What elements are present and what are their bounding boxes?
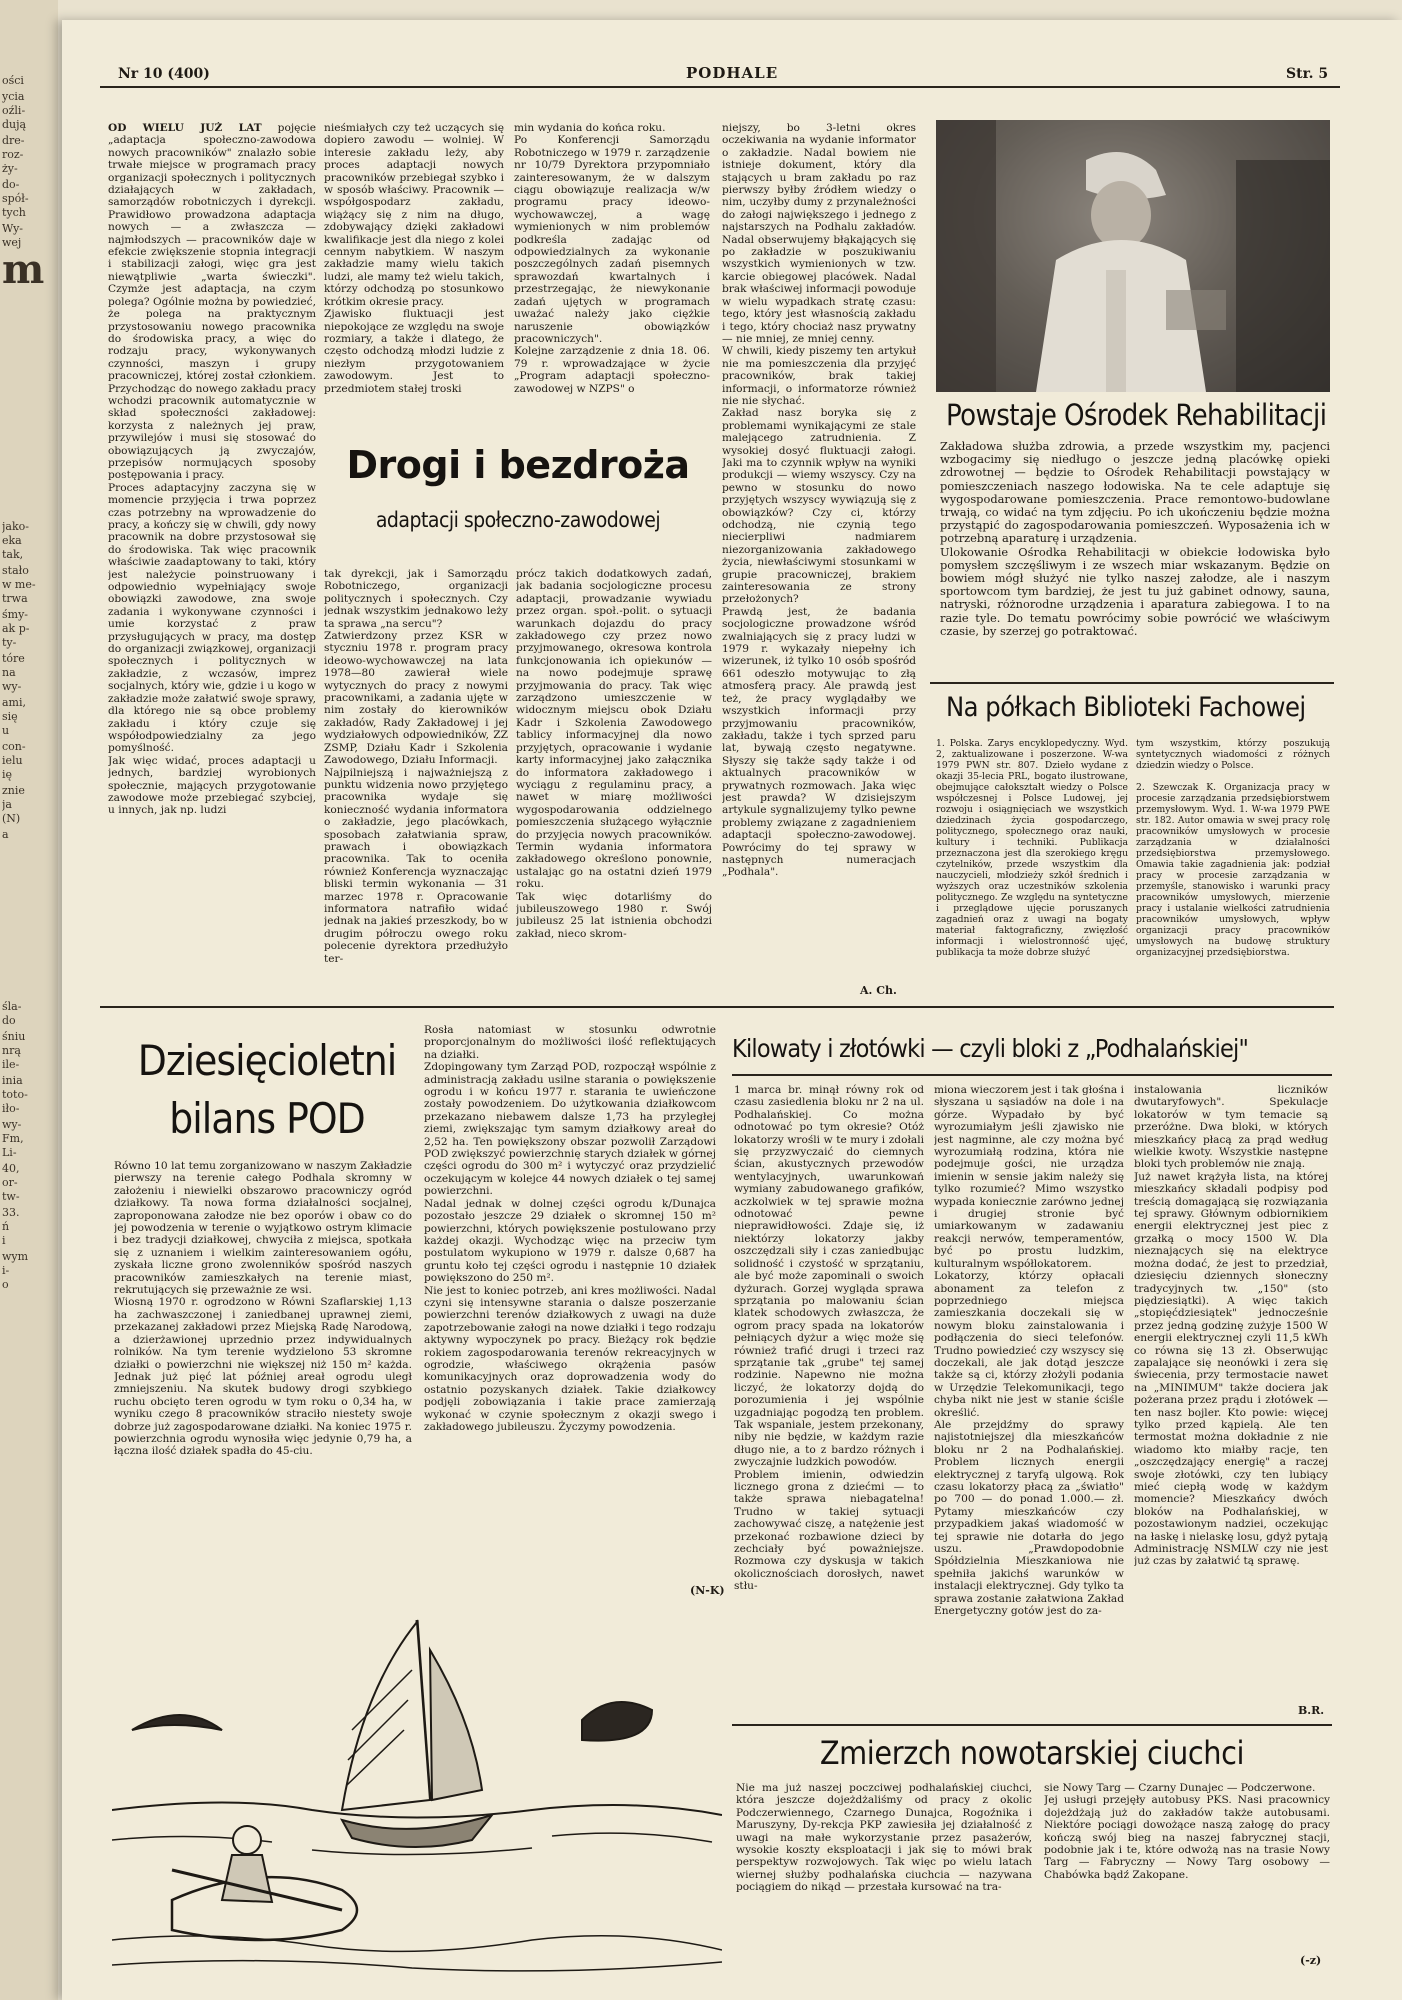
adjacent-page-fragment: w me- <box>2 578 36 591</box>
adjacent-page-fragment: dują <box>2 118 27 131</box>
pod-headline-line-2: bilans POD <box>169 1094 365 1143</box>
adjacent-page-fragment: 33. <box>2 1206 20 1219</box>
adjacent-page-fragment: śniu <box>2 1030 26 1043</box>
adjacent-page-fragment: roz- <box>2 148 24 161</box>
adjacent-page-fragment: wy- <box>2 680 22 693</box>
sailing-illustration <box>112 1610 722 1976</box>
adjacent-page-fragment: (N) <box>2 812 21 825</box>
kilowaty-headline: Kilowaty i złotówki — czyli bloki z „Podhalańskiej" <box>732 1034 1248 1063</box>
adjacent-page-fragment: m <box>2 250 45 290</box>
adjacent-page-fragment: trwa <box>2 592 28 605</box>
adjacent-page-fragment: spół- <box>2 192 29 205</box>
adjacent-page-fragment: znie <box>2 784 25 797</box>
adjacent-page-fragment: śmy- <box>2 608 29 621</box>
adjacent-page-fragment: wym <box>2 1250 29 1263</box>
newspaper-title: PODHALE <box>686 64 779 82</box>
biblioteka-headline: Na półkach Biblioteki Fachowej <box>946 692 1306 723</box>
adjacent-page-fragment: ielu <box>2 754 23 767</box>
ciuchci-rule <box>732 1724 1332 1726</box>
adjacent-page-fragment: ami, <box>2 696 27 709</box>
pod-signature: (N-K) <box>690 1584 725 1597</box>
drogi-signature: A. Ch. <box>860 984 897 997</box>
kilowaty-signature: B.R. <box>1298 1704 1325 1717</box>
drogi-lead: OD WIELU JUŻ LAT <box>108 122 262 134</box>
adjacent-page-fragment: śla- <box>2 1000 22 1013</box>
biblioteka-col-2: tym wszystkim, którzy poszukują syntetycznych wiadomości z różnych dziedzin wiedzy o Polsce. 2. Szewczak K. Organizacja pracy w procesie zarządzania przedsiębiorstwem przemysłowym. Wyd. 1. W-wa 1979 PWE str. 182. Autor omawia w swej pracy rolę pracowników umysłowych w procesie zarządzania w działalności przedsiębiorstwa przemysłowego. Omawia takie zagadnienia jak: podział pracy w procesie zarządzania w przemyśle, stanowisko i warunki pracy pracowników umysłowych, mierzenie pracy i ustalanie wielkości zatrudnienia pracowników umysłowych, wpływ organizacji pracy pracowników umysłowych na budowę struktury organizacyjnej przedsiębiorstwa. <box>1136 738 1330 958</box>
adjacent-page-fragment: a <box>2 828 9 841</box>
pod-headline-line-1: Dziesięcioletni <box>137 1036 397 1085</box>
adjacent-page-fragment: do <box>2 1014 16 1027</box>
adjacent-page-fragment: ak p- <box>2 622 30 635</box>
adjacent-page-fragment: się <box>2 710 18 723</box>
adjacent-page-fragment: nrą <box>2 1044 21 1057</box>
issue-number: Nr 10 (400) <box>118 66 210 82</box>
adjacent-page-fragment: inia <box>2 1074 23 1087</box>
ciuchci-headline: Zmierzch nowotarskiej ciuchci <box>819 1734 1245 1772</box>
kilowaty-col-2: miona wieczorem jest i tak głośna i słyszana u sąsiadów na dole i na górze. Wypadało by być wyrozumiałym jeśli zjawisko nie jest nagminne, ale czy można być wyrozumiałą rodzina, która nie podejmuje gości, nie urządza imienin w sensie jakim należy się tylko rozumieć? Mimo wszystko wypada koniecznie zarówno jednej i drugiej stronie być umiarkowanym w zadawaniu reakcji nerwów, temperamentów, być po prostu ludzkim, kulturalnym współlokatorem. Lokatorzy, którzy opłacali abonament za telefon z poprzedniego miejsca zamieszkania doczekali się w nowym bloku zainstalowania i podłączenia do sieci telefonów. Trudno powiedzieć czy wszyscy się doczekali, ale jak dotąd jeszcze także są ci, którzy złożyli podania w Urzędzie Telekomunikacji, tego chyba nikt nie jest w stanie ściśle określić. Ale przejdźmy do sprawy najistotniejszej dla mieszkańców bloku nr 2 na Podhalańskiej. Problem licznych energii elektrycznej z taryfą ulgową. Rok czasu lokatorzy płacą za „światło" po 700 — do ponad 1.000.— zł. Pytamy mieszkańców czy przypadkiem jakaś wiadomość w tej sprawie nie dotarła do jego uszu. „Prawdopodobnie Spółdzielnia Mieszkaniowa nie spełniła jakichś warunków w instalacji elektrycznej. Gdy tylko ta sprawa zostanie załatwiona Zakład Energetyczny gotów jest do za- <box>934 1084 1124 1618</box>
adjacent-page-fragment: eka <box>2 534 22 547</box>
adjacent-page-fragment: ycia <box>2 90 25 103</box>
adjacent-page-fragment: ości <box>2 74 24 87</box>
biblioteka-top-rule <box>930 682 1334 684</box>
adjacent-page-fragment: do- <box>2 178 20 191</box>
drogi-col-1-text: pojęcie „adaptacja społeczno-zawodowa nowych pracowników" znalazło sobie trwałe miejsce w programach pracy organizacji społecznych i politycznych działających w zakładach, samorządów robotniczych i dyrekcji. Prawidłowo prowadzona adaptacja nowych — a zwłaszcza — najmłodszych — pracowników daje w efekcie zwiększenie stopnia integracji i stabilizacji załogi, więc gra jest niewątpliwie „warta świeczki". Czymże jest adaptacja, na czym polega? Ogólnie można by powiedzieć, że polega na praktycznym przystosowaniu nowego pracownika do środowiska pracy, a więc do rodzaju pracy, wykonywanych czynności, maszyn i grupy pracowniczej, której został członkiem. Przychodząc do nowego zakładu pracy wchodzi pracownik automatycznie w skład społeczności zakładowej: korzysta z należnych jej praw, przywilejów i musi się stosować do obowiązujących ją zwyczajów, przepisów normujących sposoby postępowania i pracy. Proces adaptacyjny zaczyna się w momencie przyjęcia i trwa poprzez czas potrzebny na wprowadzenie do pracy, a kończy się w chwili, gdy nowy pracownik na dobre przystosował się do środowiska. Tak więc pracownik właściwie zaadaptowany to taki, który jest należycie poinstruowany i odpowiednio wypełniający swoje obowiązki zawodowe, zna swoje zadania i wykonywane czynności i umie korzystać z praw przysługujących w pracy, ma dostęp do organizacji związkowej, organizacji społecznych i politycznych w zakładzie, z wczasów, imprez socjalnych, który wie, gdzie i u kogo w zakładzie może załatwić swoje sprawy, dla którego nie są obce problemy zakładu i który czuje się współodpowiedzialny za jego pomyślność. Jak więc widać, proces adaptacji u jednych, bardziej wyrobionych społecznie, mających przygotowanie zawodowe może przebiegać szybciej, u innych, jak np. ludzi <box>108 122 316 817</box>
section-rule <box>100 1006 1334 1008</box>
pod-col-2: Rosła natomiast w stosunku odwrotnie proporcjonalnym do możliwości ilość reflektujących na działki. Zdopingowany tym Zarząd POD, rozpoczął wspólnie z administracją zakładu usilne starania o powiększenie ogrodu i w końcu 1977 r. starania te uwieńczone zostały powodzeniem. Do użytkowania działkowcom przekazano niebawem dalsze 1,73 ha przyległej ziemi, zwiększając tym samym działkowy areał do 2,52 ha. Ten powiększony obszar pozwolił Zarządowi POD zwiększyć powierzchnię starych działek w górnej części ogrodu do 300 m² i wytyczyć oraz przydzielić oczekującym w kolejce 44 nowych działek o tej samej powierzchni. Nadal jednak w dolnej części ogrodu k/Dunajca pozostało jeszcze 29 działek o skromnej 150 m² powierzchni, których powiększenie postulowano przy każdej okazji. Wychodząc więc na przeciw tym postulatom wykupiono w 1979 r. dalsze 0,687 ha gruntu koło tej części ogrodu i następnie 10 działek powiększono do 250 m². Nie jest to koniec potrzeb, ani kres możliwości. Nadal czyni się intensywne starania o dalsze poszerzanie powierzchni terenów działkowych z uwagi na duże zapotrzebowanie załogi na nowe działki i tego rodzaju aktywny wypoczynek po pracy. Bieżący rok będzie rokiem zagospodarowania terenów rekreacyjnych w ogrodzie, właściwego okrążenia pasów komunikacyjnych oraz doprowadzenia wody do ostatnio pozyskanych działek. Takie działkowcy podjęli zobowiązania i takie prace zamierzają wykonać w czynie społecznym z okazji swego i zakładowego jubileuszu. Życzymy powodzenia. <box>424 1024 716 1433</box>
adjacent-page-fragment: stało <box>2 564 29 577</box>
adjacent-page-fragment: na <box>2 666 16 679</box>
adjacent-page-fragment: u <box>2 724 10 737</box>
adjacent-page-fragment: tw- <box>2 1190 20 1203</box>
kilowaty-col-1: 1 marca br. minął równy rok od czasu zasiedlenia bloku nr 2 na ul. Podhalańskiej. Co można odnotować po tym okresie? Otóż lokatorzy wrośli w te mury i zdołali się przyzwyczaić do ciemnych ścian, akustycznych przewodów wentylacyjnych, uwarunkowań wymiany zabudowanego grafików, aczkolwiek w tej sprawie można odnotować pewne nieprawidłowości. Zdaje się, iż niektórzy lokatorzy jakby oszczędzali siły i czas zaniedbując solidność i czystość w sprzątaniu, ale być może zapominali o swoich dyżurach. Gorzej wygląda sprawa sprzątania po malowaniu ścian klatek schodowych zwłaszcza, że ogrom pracy spada na lokatorów pełniących dyżur a więc może się również trafić drugi i trzeci raz sprzątanie tak „grube" tej samej rodzinie. Napewno nie można liczyć, że lokatorzy dojdą do porozumienia i jej wspólnie uzgadniając pogodzą ten problem. Tak wspaniale, jestem przekonany, niby nie będzie, w każdym razie długo nie, a to z bardzo różnych i zwyczajnie ludzkich powodów. Problem imienin, odwiedzin licznego grona z dziećmi — to także sprawa niebagatelna! Trudno w takiej sytuacji zachowywać ciszę, a natężenie jest przekonać rozbawione dzieci by zechciały być poważniejsze. Rozmowa czy dyskusja w takich okolicznościach dorosłych, nawet stłu- <box>734 1084 924 1593</box>
adjacent-page-fragment: oźli- <box>2 104 26 117</box>
ciuchci-signature: (-z) <box>1300 1954 1322 1967</box>
adjacent-page-fragment: 40, <box>2 1162 20 1175</box>
drogi-col-4: niejszy, bo 3-letni okres oczekiwania na wydanie informator o zakładzie. Nadal bowiem nie istnieje dokument, który dla stających u bram zakładu po raz pierwszy byłby źródłem wiedzy o nim, uczyłby dumy z przynależności do załogi największego i jednego z najstarszych na Podhalu zakładów. Nadal obserwujemy błąkających się po zakładzie w poszukiwaniu wszystkich wymienionych w tzw. karcie obiegowej placówek. Nadal brak właściwej informacji powoduje w wielu wypadkach stratę czasu: tego, który jest własnością zakładu i tego, który chociaż nasz prywatny — nie mniej, ze mniej cenny. W chwili, kiedy piszemy ten artykuł nie ma pomieszczenia dla przyjęć pracowników, brak takiej informacji, o informatorze również nie nie słychać. Zakład nasz boryka się z problemami wynikającymi ze stale malejącego zatrudnienia. Z wysokiej dosyć fluktuacji załogi. Jaki ma to czynnik wpływ na wyniki produkcji — wiemy wszyscy. Czy na pewno w stosunku do nowo przyjętych wszyscy wywiązują się z obowiązków? Czy ci, którzy odchodzą, nie czynią tego niecierpliwi nadmiarem niezorganizowania zakładowego życia, niewłaściwymi stosunkami w grupie pracowniczej, brakiem zainteresowania ze strony przełożonych? Prawdą jest, że badania socjologiczne prowadzone wśród zwalniających się z pracy ludzi w 1979 r. wykazały niepełny ich wizerunek, iż tylko 10 osób spośród 661 odeszło motywując to złą atmosferą pracy. Ale prawdą jest też, że pracy wyglądałby we wszystkich informacji przy przyjmowaniu pracowników, zakładu, także i tych sprzed paru lat, bywają często negatywne. Słyszy się także sądy także i od aktualnych pracowników w prywatnych rozmowach. Jaka więc jest prawda? W dzisiejszym artykule sygnalizujemy tylko pewne problemy związane z zagadnieniem adaptacji społeczno-zawodowej. Powrócimy do tej sprawy w następnych numeracjach „Podhala". <box>722 122 916 879</box>
adjacent-page-fragment: Fm, <box>2 1132 24 1145</box>
biblioteka-col-1: 1. Polska. Zarys encyklopedyczny. Wyd. 2, zaktualizowane i poszerzone. W-wa 1979 PWN str. 807. Dzieło wydane z okazji 35-lecia PRL, bogato ilustrowane, obejmujące całokształt wiedzy o Polsce współczesnej i Polsce Ludowej, jej rozwoju i osiągnięciach we wszystkich dziedzinach życia gospodarczego, politycznego, społecznego oraz nauki, kultury i techniki. Publikacja przeznaczona jest dla szerokiego kręgu czytelników, przede wszystkim dla nauczycieli, młodzieży szkół średnich i wyższych oraz uczestników szkolenia politycznego. Ze względu na syntetyczne i przeglądowe ujęcie poruszanych zagadnień oraz z uwagi na bogaty materiał faktograficzny, zwięzłość informacji i wielostronność ujęć, publikacja ta może dobrze służyć <box>936 738 1128 958</box>
adjacent-page-fragment: Li- <box>2 1146 17 1159</box>
worker-photo-illustration <box>936 120 1330 392</box>
drogi-subheadline: adaptacji społeczno-zawodowej <box>375 508 661 532</box>
adjacent-page-fragment: ży- <box>2 162 18 175</box>
adjacent-page-fragment: Wy- <box>2 222 23 235</box>
adjacent-page-fragment: or- <box>2 1176 18 1189</box>
adjacent-page-fragment: ń <box>2 1220 10 1233</box>
drogi-headline: Drogi i bezdroża <box>346 443 690 487</box>
adjacent-page-fragment: ja <box>2 798 12 811</box>
adjacent-page-fragment: tych <box>2 206 26 219</box>
adjacent-page-fragment: ty- <box>2 636 17 649</box>
drogi-col-2-top: nieśmiałych czy też uczących się dopiero zawodu — wolniej. W interesie zakładu leży, aby proces adaptacji nowych pracowników przebiegał szybko i w sposób właściwy. Pracownik — współgospodarz zakładu, wiążący się z nim na długo, zdobywający dzięki zakładowi kwalifikacje jest dla niego z kolei cennym nabytkiem. W naszym zakładzie mamy wielu takich ludzi, ale mamy też wielu takich, którzy odchodzą po stosunkowo krótkim okresie pracy. Zjawisko fluktuacji jest niepokojące ze względu na swoje rozmiary, a także i dlatego, że często odchodzą młodzi ludzie z niezłym przygotowaniem zawodowym. Jest to przedmiotem stałej troski <box>324 122 504 395</box>
drogi-col-3-top: min wydania do końca roku. Po Konferencji Samorządu Robotniczego w 1979 r. zarządzenie nr 10/79 Dyrektora przypomniało zainteresowanym, że w dalszym ciągu obowiązuje realizacja w/w programu pracy ideowo-wychowawczej, a wagę wymienionych w nim problemów podkreśla zadając od odpowiedzialnych za wykonanie poszczególnych zadań pisemnych sprawozdań kwartalnych i przestrzegając, że niewykonanie zadań ujętych w programach uważać należy jako ciężkie naruszenie obowiązków pracowniczych". Kolejne zarządzenie z dnia 18. 06. 79 r. wprowadzające w życie „Program adaptacji społeczno-zawodowej w NZPS" o <box>514 122 710 395</box>
adjacent-page-fragment: toto- <box>2 1088 28 1101</box>
adjacent-page-strip <box>0 0 58 2000</box>
header-rule <box>100 86 1340 88</box>
drogi-col-3-bottom: prócz takich dodatkowych zadań, jak badania socjologiczne procesu adaptacji, prowadzanie wywiadu przez organ. społ.-polit. o sytuacji warunkach dojazdu do pracy zakładowego czy przez nowo przyjmowanego, okresowa kontrola funkcjonowania ich opiekunów — na nowo podejmuje sprawę przyjmowania do pracy. Tak więc zarządzono umieszczenie w widocznym miejscu obok Działu Kadr i Szkolenia Zawodowego tablicy informacyjnej dla nowo przyjętych, opracowanie i wydanie karty informacyjnej jako załącznika do informatora zakładowego i wyciągu z regulaminu pracy, a nawet w miarę możliwości wygospodarowania oddzielnego pomieszczenia służącego wyłącznie do przyjęcia nowych pracowników. Termin wydania informatora zakładowego określono ponownie, ustalając go na ostatni dzień 1979 roku. Tak więc dotarliśmy do jubileuszowego 1980 r. Swój jubileusz 25 lat istnienia obchodzi zakład, nieco skrom- <box>516 568 712 940</box>
drogi-col-2-bottom: tak dyrekcji, jak i Samorządu Robotniczego, organizacji politycznych i społecznych. Czy jednak wszystkim jednakowo leży ta sprawa „na sercu"? Zatwierdzony przez KSR w styczniu 1978 r. program pracy ideowo-wychowawczej na lata 1978—80 zawierał wiele wytycznych do pracy z nowymi pracownikami, a zadania ujęte w nim zostały do kierowników zakładów, Rady Zakładowej i jej wydziałowych odpowiedników, ZZ ZSMP, Działu Kadr i Szkolenia Zawodowego, Działu Informacji. Najpilniejszą i najważniejszą z punktu widzenia nowo przyjętego pracownika wydaje się konieczność wydania informatora o zakładzie, jego placówkach, sposobach załatwiania spraw, prawach i obowiązkach pracownika. Tak to oceniła również Konferencja wyznaczając bliski termin wykonania — 31 marzec 1978 r. Opracowanie informatora natrafiło widać jednak na jakieś przeszkody, bo w drugim półroczu owego roku polecenie dyrektora przedłużyło ter- <box>324 568 508 965</box>
rehabilitation-photo <box>936 120 1330 392</box>
adjacent-page-fragment: con- <box>2 740 26 753</box>
adjacent-page-fragment: tóre <box>2 652 25 665</box>
adjacent-page-fragment: i <box>2 1234 6 1247</box>
kilowaty-rule <box>732 1074 1332 1076</box>
adjacent-page-fragment: wej <box>2 236 22 249</box>
adjacent-page-fragment: iło- <box>2 1102 20 1115</box>
drogi-col-1 <box>108 122 316 984</box>
adjacent-page-fragment: wy- <box>2 1118 22 1131</box>
page-number: Str. 5 <box>1286 66 1329 82</box>
adjacent-page-fragment: jako- <box>2 520 29 533</box>
adjacent-page-fragment: dre- <box>2 134 25 147</box>
adjacent-page-fragment: o <box>2 1278 9 1291</box>
ciuchci-col-1: Nie ma już naszej poczciwej podhalańskiej ciuchci, która jeszcze dojeżdżaliśmy od pracy z okolic Podczerwiennego, Czarnego Dunajca, Rogoźnika i Maruszyny, Dy-rekcja PKP zawiesiła jej działalność z uwagi na małe wykorzystanie przez pasażerów, wysokie koszty eksploatacji i jak się to mówi brak perspektyw rozwojowych. Tak więc po wielu latach wiernej służby podhalańska ciuchcia — nazywana pociągiem do nikąd — przestała kursować na tra- <box>736 1782 1032 1894</box>
adjacent-page-fragment: tak, <box>2 548 24 561</box>
ciuchci-col-2: sie Nowy Targ — Czarny Dunajec — Podczerwone. Jej usługi przejęły autobusy PKS. Nasi pracownicy dojeżdżają już do zakładów także autobusami. Niektóre pociągi dowożące naszą załogę do pracy kończą swój bieg na naszej fabrycznej stacji, podobnie jak i te, które odwożą nas na trasie Nowy Targ — Fabryczny — Nowy Targ osobowy — Chabówka bądź Zakopane. <box>1044 1782 1330 1881</box>
osrodek-headline: Powstaje Ośrodek Rehabilitacji <box>946 398 1327 432</box>
osrodek-body: Zakładowa służba zdrowia, a przede wszystkim my, pacjenci wzbogacimy się niedługo o jeszcze jedną placówkę opieki zdrowotnej — będzie to Ośrodek Rehabilitacji powstający w pomieszczeniach naszego łodowiska. Na te cele adaptuje się wygospodarowane pomieszczenia. Prace remontowo-budowlane trwają, co widać na tym zdjęciu. Po ich ukończeniu będzie można przystąpić do zagospodarowania pomieszczeń. Wyposażenia ich w potrzebną aparaturę i urządzenia. Ulokowanie Ośrodka Rehabilitacji w obiekcie łodowiska było pomysłem szczęśliwym i ze wszech miar wskazanym. Będzie on bowiem mógł służyć nie tylko naszej załodze, ale i naszym sportowcom tym bardziej, że jest tu już gabinet odnowy, sauna, natryski, różnorodne urządzenia i aparatura zabiegowa. I to na razie tyle. Do tematu powrócimy sobie powrócić we właściwym czasie, by szerzej go potraktować. <box>940 440 1330 638</box>
pod-col-1: Równo 10 lat temu zorganizowano w naszym Zakładzie pierwszy na terenie całego Podhala skromny w założeniu i niewielki obszarowo pracowniczy ogród działkowy. Ta nowa forma działalności socjalnej, zaproponowana załodze nie bez oporów i obaw co do jej powodzenia w terenie o wyjątkowo ostrym klimacie i bez tradycji działkowej, chwyciła z miejsca, spotkała się z uznaniem i wielkim zainteresowaniem ogółu, zyskała liczne grono zwolenników spośród naszych pracowników zamieszkałych na terenie miast, rekrutujących się przeważnie ze wsi. Wiosną 1970 r. ogrodzono w Równi Szaflarskiej 1,13 ha zachwaszczonej i zaniedbanej uprawnej ziemi, przekazanej zakładowi przez Miejską Radę Narodową, a dzierżawionej uprzednio przez indywidualnych rolników. Na tym terenie wydzielono 53 skromne działki o powierzchni nie większej niż 150 m² każda. Jednak już pięć lat później areał ogrodu uległ zmniejszeniu. Na skutek budowy drogi szybkiego ruchu obcięto teren ogrodu w tym roku o 0,34 ha, w wyniku czego 8 pracowników straciło niestety swoje dobrze już zagospodarowane działki. Na koniec 1975 r. powierzchnia ogrodu wynosiła więc jedynie 0,79 ha, a łączna ilość działek spadła do 45-ciu. <box>114 1160 412 1458</box>
adjacent-page-fragment: ię <box>2 768 13 781</box>
kilowaty-col-3: instalowania liczników dwutaryfowych". Spekulacje lokatorów w tym temacie są przeróżne. Dwa bloki, w których mieszkańcy płacą za prąd według wielkie kwoty. Wszystkie następne bloki tych problemów nie znają. Już nawet krążyła lista, na której mieszkańcy składali podpisy pod treścią domagającą się rozwiązania tej sprawy. Głównym odbiornikiem energii elektrycznej jest piec z grzałką o mocy 1500 W. Dla nieznających się na elektryce można dodać, że jest to przedział, dziesięciu dziennych słoneczny tradycyjnych tw. „150" (sto piędziesiątki). A więc takich „stopięćdziesiątek" jednocześnie przez jedną godzinę zużyje 1500 W energii elektrycznej czyli 11,5 kWh co równa się 13 zł. Obserwując zapalające się neonówki i zera się świecenia, przy termostacie nawet na „MINIMUM" także dociera jak pożerana przez prądu i złotówek — ten nasz bojler. Kto powie: więcej tylko przed kąpielą. Ale ten termostat można dokładnie z nie wiadomo kto miałby racje, ten „oszczędzający energię" a raczej swoje złotówki, czy ten lubiący mieć ciepłą wodę w każdym momencie? Mieszkańcy dwóch bloków na Podhalańskiej, w pozostawionym nadziei, oczekując na łaskę i nielaskę losu, gdyż pytają Administrację NSMLW czy nie jest już czas by załatwić tą sprawę. <box>1134 1084 1328 1568</box>
adjacent-page-fragment: i- <box>2 1264 10 1277</box>
adjacent-page-fragment: ile- <box>2 1058 20 1071</box>
